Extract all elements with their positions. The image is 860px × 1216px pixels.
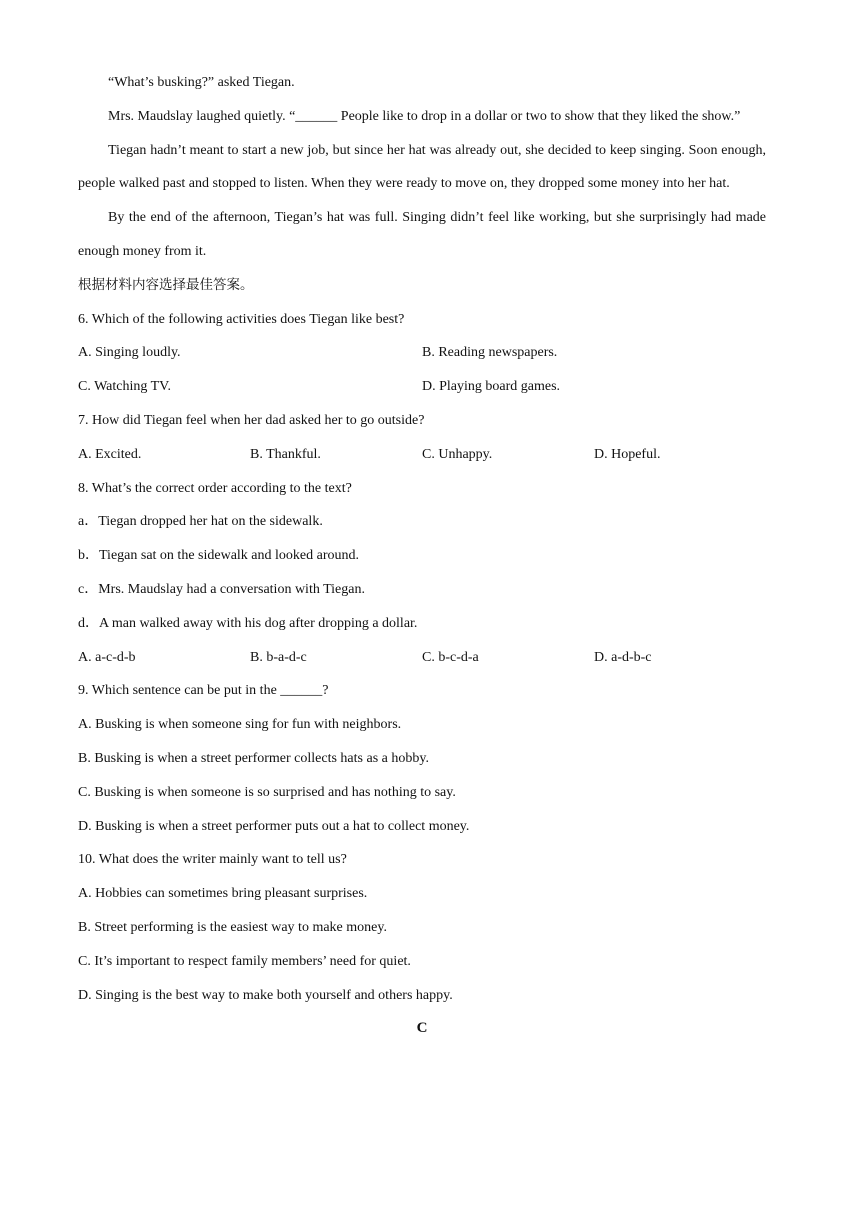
event-item: a．Tiegan dropped her hat on the sidewalk. [78,514,323,530]
answer-option: D. a-d-b-c [594,649,652,665]
answer-option: B. Busking is when a street performer collects hats as a hobby. [78,750,429,766]
passage-paragraph: “What’s busking?” asked Tiegan. [108,75,295,90]
answer-option: A. Hobbies can sometimes bring pleasant surprises. [78,886,368,902]
event-item: c．Mrs. Maudslay had a conversation with Tiegan. [78,581,365,597]
answer-option: C. Watching TV. [78,379,171,395]
answer-option: A. a-c-d-b [78,649,136,665]
section-heading: C [416,1020,428,1037]
answer-option: C. It’s important to respect family members’ need for quiet. [78,953,411,969]
answer-option: B. Reading newspapers. [422,345,558,361]
document-page [78,66,766,1046]
answer-option: B. Street performing is the easiest way to make money. [78,919,387,935]
answer-option: D. Singing is the best way to make both yourself and others happy. [78,987,453,1003]
event-item: b．Tiegan sat on the sidewalk and looked around. [78,548,359,564]
answer-option: D. Playing board games. [422,379,561,395]
answer-option: D. Hopeful. [594,446,661,462]
passage-paragraph: By the end of the afternoon, Tiegan’s hat was full. Singing didn’t feel like working, but she surprisingly had made enough money from it. [78,210,766,259]
answer-option: C. Busking is when someone is so surprised and has nothing to say. [78,784,456,800]
question-stem: 6. Which of the following activities does Tiegan like best? [78,311,405,327]
answer-option: C. b-c-d-a [422,649,479,665]
answer-option: B. b-a-d-c [250,649,307,665]
question-stem: 10. What does the writer mainly want to tell us? [78,852,347,868]
question-stem: 9. Which sentence can be put in the ______? [78,683,329,699]
answer-options [78,370,766,404]
event-item: d．A man walked away with his dog after dropping a dollar. [78,615,418,631]
answer-option: B. Thankful. [250,446,321,462]
answer-option: C. Unhappy. [422,446,493,462]
answer-options [78,438,766,472]
answer-option: A. Busking is when someone sing for fun with neighbors. [78,717,402,733]
answer-options [78,336,766,370]
answer-option: A. Singing loudly. [78,345,181,361]
question-stem: 7. How did Tiegan feel when her dad asked her to go outside? [78,412,425,428]
instruction-text: 根据材料内容选择最佳答案。 [78,276,254,293]
answer-options [78,641,766,675]
passage-paragraph: Tiegan hadn’t meant to start a new job, but since her hat was already out, she decided to keep singing. Soon enough, people walked past and stopped to listen. When they were ready to move on, they dropped some money into her hat. [78,142,766,192]
passage-paragraph: Mrs. Maudslay laughed quietly. “______ People like to drop in a dollar or two to show that they liked the show.” [108,108,741,124]
answer-option: D. Busking is when a street performer puts out a hat to collect money. [78,818,470,834]
question-stem: 8. What’s the correct order according to the text? [78,480,352,496]
answer-option: A. Excited. [78,446,142,462]
